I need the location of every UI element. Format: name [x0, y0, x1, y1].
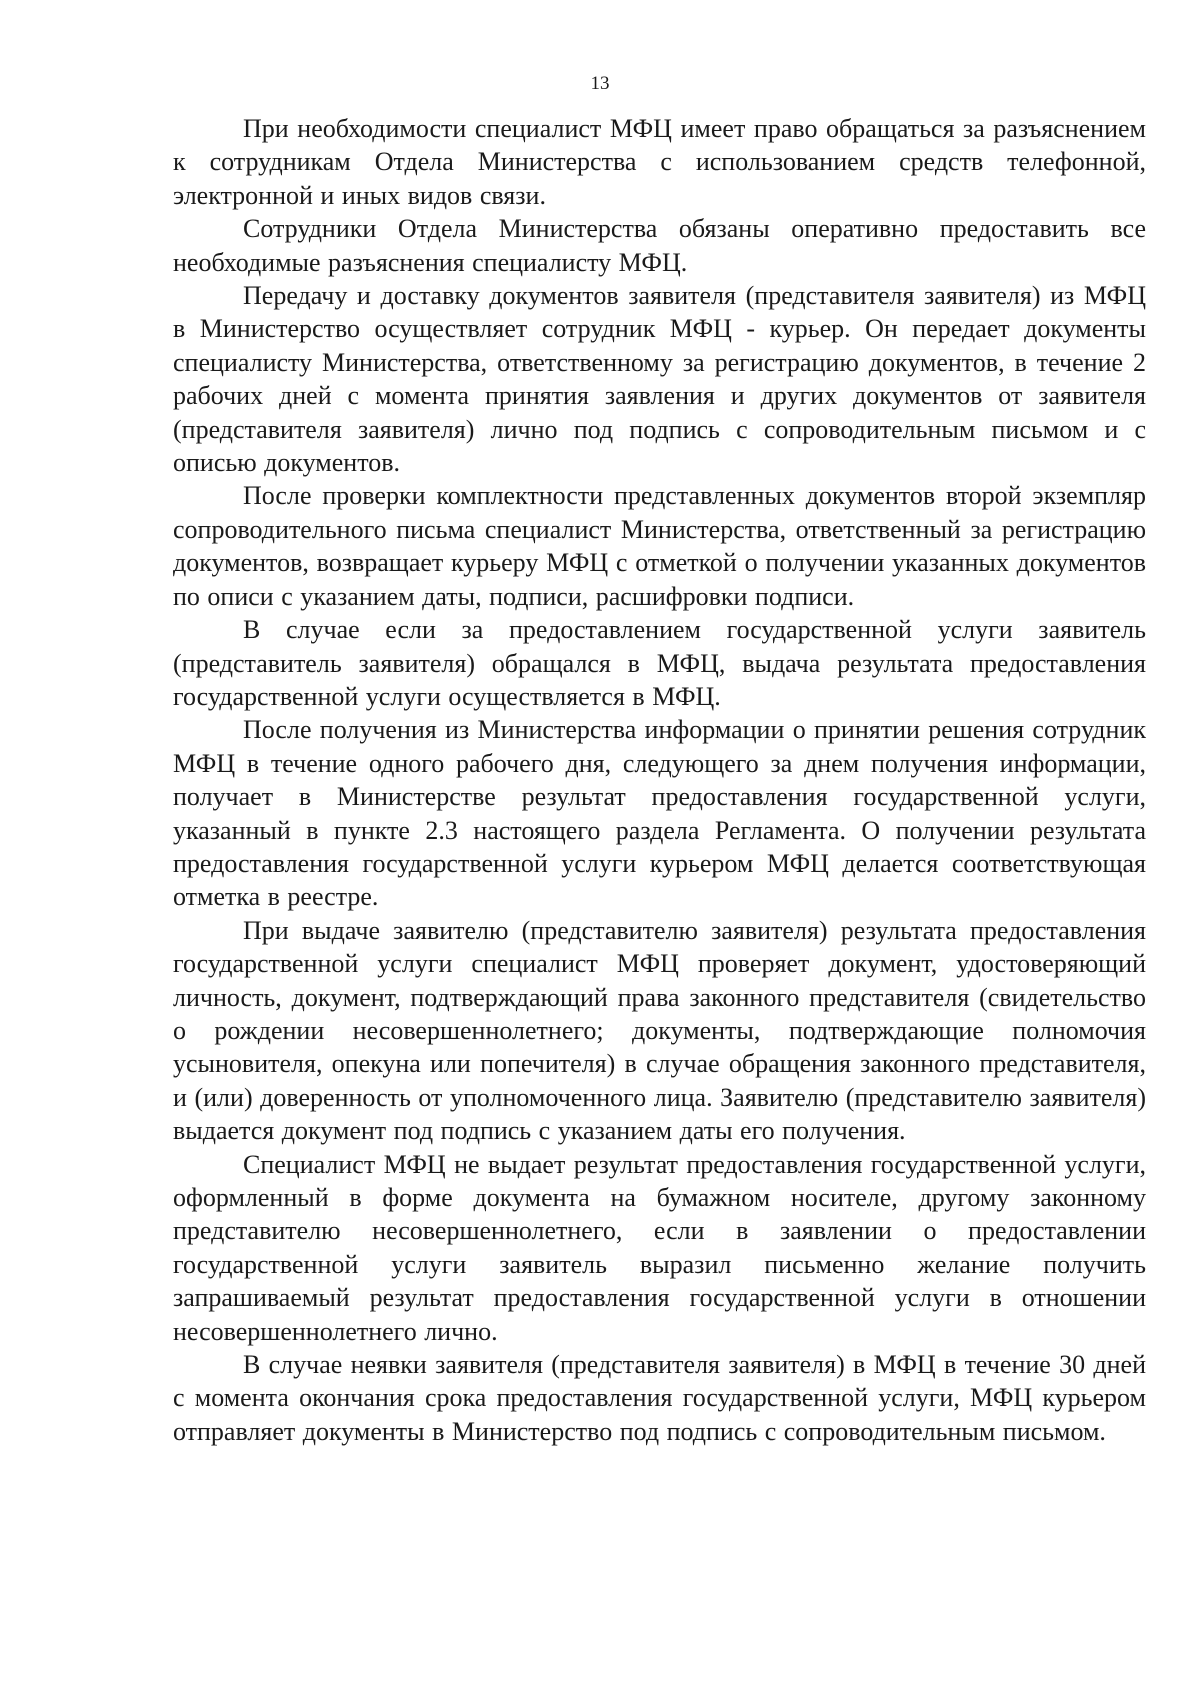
- paragraph: При выдаче заявителю (представителю заявителя) результата предоставления государственной услуги специалист МФЦ проверяет документ, удостоверяющий личность, документ, подтверждающий права законного представителя (свидетельство о рождении несовершеннолетнего; документы, подтверждающие полномочия усыновителя, опекуна или попечителя) в случае обращения законного представителя, и (или) доверенность от уполномоченного лица. Заявителю (представителю заявителя) выдается документ под подпись с указанием даты его получения.: [173, 915, 1146, 1146]
- paragraph: При необходимости специалист МФЦ имеет право обращаться за разъяснением к сотрудникам Отдела Министерства с использованием средств телефонной, электронной и иных видов связи.: [173, 114, 1146, 210]
- paragraph: Специалист МФЦ не выдает результат предоставления государственной услуги, оформленный в форме документа на бумажном носителе, другому законному представителю несовершеннолетнего, если в заявлении о предоставлении государственной услуги заявитель выразил письменно желание получить запрашиваемый результат предоставления государственной услуги в отношении несовершеннолетнего лично.: [173, 1149, 1146, 1346]
- document-body: [173, 112, 1146, 1448]
- paragraph: После получения из Министерства информации о принятии решения сотрудник МФЦ в течение одного рабочего дня, следующего за днем получения информации, получает в Министерстве результат предоставления государственной услуги, указанный в пункте 2.3 настоящего раздела Регламента. О получении результата предоставления государственной услуги курьером МФЦ делается соответствующая отметка в реестре.: [173, 715, 1146, 912]
- paragraph: Передачу и доставку документов заявителя (представителя заявителя) из МФЦ в Министерство осуществляет сотрудник МФЦ - курьер. Он передает документы специалисту Министерства, ответственному за регистрацию документов, в течение 2 рабочих дней с момента принятия заявления и других документов от заявителя (представителя заявителя) лично под подпись с сопроводительным письмом и с описью документов.: [173, 281, 1146, 478]
- page-number: 13: [590, 73, 610, 94]
- paragraph: После проверки комплектности представленных документов второй экземпляр сопроводительного письма специалист Министерства, ответственный за регистрацию документов, возвращает курьеру МФЦ с отметкой о получении указанных документов по описи с указанием даты, подписи, расшифровки подписи.: [173, 481, 1146, 611]
- paragraph: В случае неявки заявителя (представителя заявителя) в МФЦ в течение 30 дней с момента окончания срока предоставления государственной услуги, МФЦ курьером отправляет документы в Министерство под подпись с сопроводительным письмом.: [173, 1350, 1146, 1446]
- paragraph: В случае если за предоставлением государственной услуги заявитель (представитель заявителя) обращался в МФЦ, выдача результата предоставления государственной услуги осуществляется в МФЦ.: [173, 615, 1146, 711]
- paragraph: Сотрудники Отдела Министерства обязаны оперативно предоставить все необходимые разъяснения специалисту МФЦ.: [173, 214, 1146, 277]
